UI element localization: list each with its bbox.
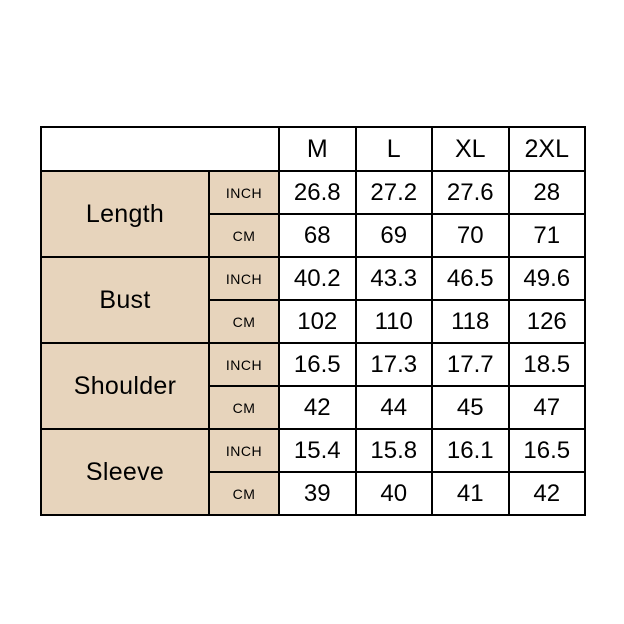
value-bust-inch-2xl: 49.6 — [509, 257, 586, 300]
value-shoulder-cm-m: 42 — [279, 386, 356, 429]
value-shoulder-inch-l: 17.3 — [356, 343, 433, 386]
size-header-l: L — [356, 127, 433, 171]
size-chart-table — [40, 126, 586, 516]
value-bust-inch-l: 43.3 — [356, 257, 433, 300]
table-row — [41, 257, 585, 300]
unit-label-length-inch: INCH — [209, 171, 279, 214]
table-header-row — [41, 127, 585, 171]
value-bust-cm-xl: 118 — [432, 300, 509, 343]
unit-label-length-cm: CM — [209, 214, 279, 257]
table-corner-cell — [41, 127, 279, 171]
value-bust-inch-xl: 46.5 — [432, 257, 509, 300]
value-sleeve-cm-xl: 41 — [432, 472, 509, 515]
value-length-cm-m: 68 — [279, 214, 356, 257]
unit-label-bust-inch: INCH — [209, 257, 279, 300]
value-sleeve-cm-l: 40 — [356, 472, 433, 515]
value-shoulder-inch-m: 16.5 — [279, 343, 356, 386]
value-bust-cm-l: 110 — [356, 300, 433, 343]
value-bust-inch-m: 40.2 — [279, 257, 356, 300]
unit-label-bust-cm: CM — [209, 300, 279, 343]
value-bust-cm-2xl: 126 — [509, 300, 586, 343]
measure-label-length: Length — [41, 171, 209, 257]
measure-label-shoulder: Shoulder — [41, 343, 209, 429]
value-shoulder-cm-2xl: 47 — [509, 386, 586, 429]
measure-label-sleeve: Sleeve — [41, 429, 209, 515]
value-sleeve-inch-2xl: 16.5 — [509, 429, 586, 472]
value-length-cm-l: 69 — [356, 214, 433, 257]
value-shoulder-cm-l: 44 — [356, 386, 433, 429]
value-sleeve-inch-xl: 16.1 — [432, 429, 509, 472]
unit-label-shoulder-inch: INCH — [209, 343, 279, 386]
measure-label-bust: Bust — [41, 257, 209, 343]
value-sleeve-cm-m: 39 — [279, 472, 356, 515]
unit-label-sleeve-inch: INCH — [209, 429, 279, 472]
value-sleeve-cm-2xl: 42 — [509, 472, 586, 515]
value-length-cm-2xl: 71 — [509, 214, 586, 257]
value-length-inch-l: 27.2 — [356, 171, 433, 214]
value-length-inch-xl: 27.6 — [432, 171, 509, 214]
value-shoulder-inch-xl: 17.7 — [432, 343, 509, 386]
value-length-cm-xl: 70 — [432, 214, 509, 257]
value-length-inch-m: 26.8 — [279, 171, 356, 214]
unit-label-shoulder-cm: CM — [209, 386, 279, 429]
table-row — [41, 171, 585, 214]
table-row — [41, 343, 585, 386]
size-header-m: M — [279, 127, 356, 171]
size-chart-container — [40, 126, 584, 516]
value-bust-cm-m: 102 — [279, 300, 356, 343]
value-length-inch-2xl: 28 — [509, 171, 586, 214]
table-row — [41, 429, 585, 472]
size-header-2xl: 2XL — [509, 127, 586, 171]
value-shoulder-cm-xl: 45 — [432, 386, 509, 429]
value-sleeve-inch-m: 15.4 — [279, 429, 356, 472]
value-sleeve-inch-l: 15.8 — [356, 429, 433, 472]
value-shoulder-inch-2xl: 18.5 — [509, 343, 586, 386]
size-header-xl: XL — [432, 127, 509, 171]
unit-label-sleeve-cm: CM — [209, 472, 279, 515]
